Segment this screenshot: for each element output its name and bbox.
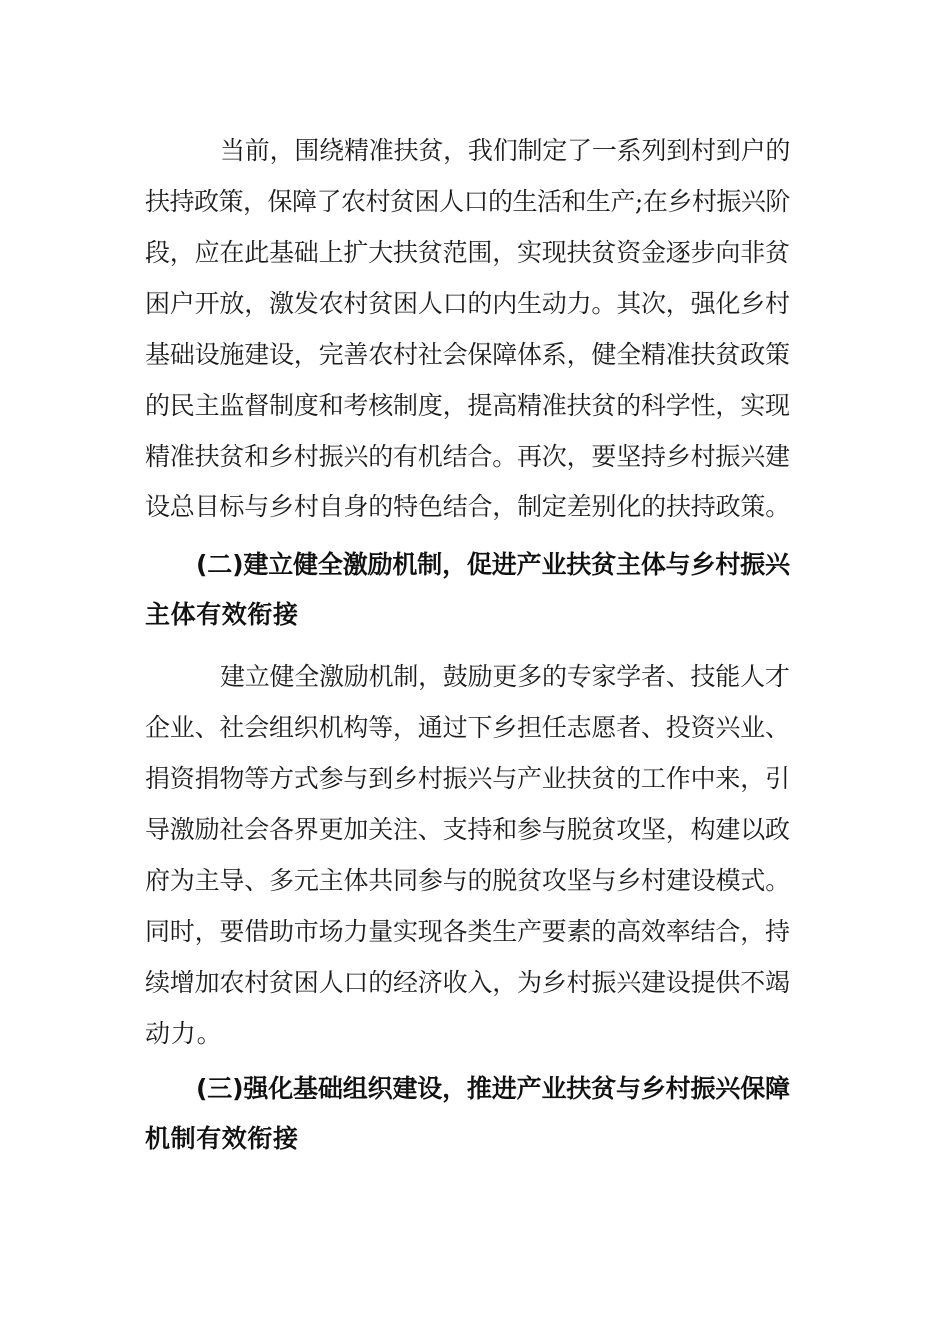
paragraph-line: 段，应在此基础上扩大扶贫范围，实现扶贫资金逐步向非贫 [145,238,790,267]
paragraph-line: 捐资捐物等方式参与到乡村振兴与产业扶贫的工作中来，引 [145,764,790,793]
heading-line: (三)强化基础组织建设，推进产业扶贫与乡村振兴保障 [196,1074,790,1103]
paragraph-line: 府为主导、多元主体共同参与的脱贫攻坚与乡村建设模式。 [145,866,791,895]
paragraph-line: 导激励社会各界更加关注、支持和参与脱贫攻坚，构建以政 [145,815,790,844]
paragraph-line: 精准扶贫和乡村振兴的有机结合。再次，要坚持乡村振兴建 [145,442,790,471]
paragraph-line: 基础设施建设，完善农村社会保障体系，健全精准扶贫政策 [145,340,790,369]
paragraph-line: 的民主监督制度和考核制度，提高精准扶贫的科学性，实现 [145,391,790,420]
paragraph-line: 设总目标与乡村自身的特色结合，制定差别化的扶持政策。 [145,492,791,521]
paragraph-line: 续增加农村贫困人口的经济收入，为乡村振兴建设提供不竭 [145,968,790,997]
heading-line: 主体有效衔接 [145,600,299,629]
paragraph-line: 扶持政策，保障了农村贫困人口的生活和生产;在乡村振兴阶 [145,187,790,216]
heading-line: 机制有效衔接 [145,1124,299,1153]
heading-line: (二)建立健全激励机制，促进产业扶贫主体与乡村振兴 [196,550,790,579]
paragraph-line: 同时，要借助市场力量实现各类生产要素的高效率结合，持 [145,917,790,946]
paragraph-line: 建立健全激励机制，鼓励更多的专家学者、技能人才 [220,662,790,691]
paragraph-line: 动力。 [145,1019,223,1048]
paragraph-line: 困户开放，激发农村贫困人口的内生动力。其次，强化乡村 [145,289,790,318]
paragraph-line: 当前，围绕精准扶贫，我们制定了一系列到村到户的 [220,136,791,165]
paragraph-line: 企业、社会组织机构等，通过下乡担任志愿者、投资兴业、 [145,713,790,742]
